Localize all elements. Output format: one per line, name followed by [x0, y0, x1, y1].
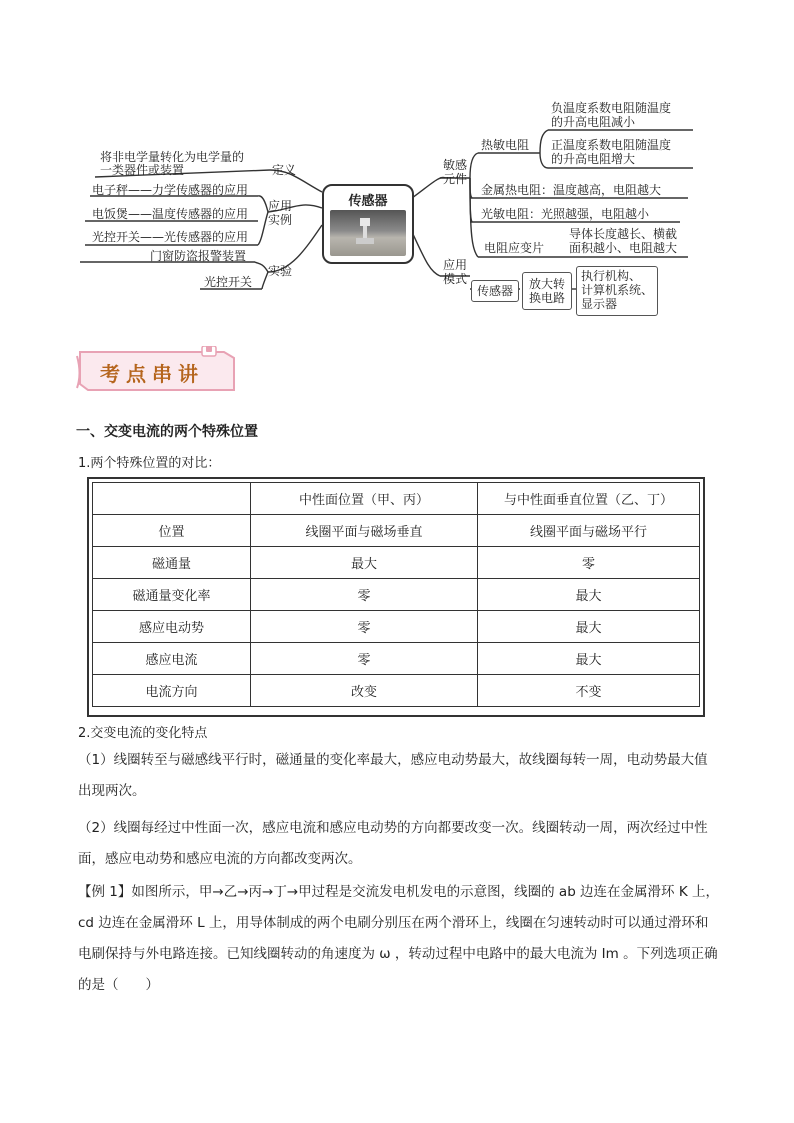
table-cell: 线圈平面与磁场垂直	[251, 515, 478, 547]
definition-text-1: 将非电学量转化为电学量的	[100, 150, 245, 164]
sensitive-label-2: 元件	[443, 172, 468, 186]
definition-label: 定义	[272, 163, 297, 177]
metal-resistor-text: 金属热电阻：温度越高，电阻越大	[481, 183, 662, 197]
moon-rover-image	[330, 210, 406, 256]
table-row	[93, 675, 700, 707]
paragraph-1	[78, 745, 728, 807]
table-cell: 磁通量变化率	[93, 579, 251, 611]
executor-text-1: 执行机构、	[581, 269, 642, 283]
mindmap-center-title: 传感器	[348, 194, 388, 209]
table-cell: 最大	[478, 579, 700, 611]
section-title: 一、交变电流的两个特殊位置	[76, 424, 258, 440]
strain-gauge-label: 电阻应变片	[484, 241, 545, 255]
table-cell: 感应电流	[93, 643, 251, 675]
banner-title: 考点串讲	[100, 362, 204, 386]
example-1-line-4: 的是（ ）	[78, 977, 159, 993]
paragraph-2-line-2: 面，感应电动势和感应电流的方向都改变两次。	[78, 851, 362, 867]
application-label-2: 实例	[268, 213, 293, 227]
paragraph-1-line-2: 出现两次。	[78, 783, 146, 799]
application-label-1: 应用	[268, 199, 293, 213]
table-header-cell	[93, 483, 251, 515]
mode-label-2: 模式	[443, 272, 468, 286]
ptc-text-1: 正温度系数电阻随温度	[551, 138, 672, 152]
strain-text-1: 导体长度越长、横截	[569, 227, 678, 241]
example-1-line-1: 【例 1】如图所示，甲→乙→丙→丁→甲过程是交流发电机发电的示意图，线圈的 ab 边连在金属滑环 K 上，	[78, 884, 719, 900]
executor-box	[576, 266, 658, 316]
table-cell: 位置	[93, 515, 251, 547]
comparison-table	[92, 482, 700, 707]
table-cell: 改变	[251, 675, 478, 707]
table-header-cell: 中性面位置（甲、丙）	[251, 483, 478, 515]
paragraph-2-line-1: （2）线圈每经过中性面一次，感应电流和感应电动势的方向都要改变一次。线圈转动一周，两次经过中性	[78, 820, 708, 836]
executor-text-2: 计算机系统、	[581, 283, 654, 297]
experiment-label: 实验	[268, 264, 293, 278]
comparison-table-frame	[87, 477, 705, 717]
table-cell: 感应电动势	[93, 611, 251, 643]
table-row	[93, 643, 700, 675]
definition-text-2: 一类器件或装置	[100, 163, 185, 177]
table-cell: 电流方向	[93, 675, 251, 707]
example-1-line-2: cd 边连在金属滑环 L 上，用导体制成的两个电刷分别压在两个滑环上，线圈在匀速转动时可以通过滑环和	[78, 915, 709, 931]
amplifier-text-1: 放大转	[528, 277, 565, 291]
executor-text-3: 显示器	[581, 297, 618, 311]
table-header-row	[93, 483, 700, 515]
amplifier-text-2: 换电路	[528, 291, 565, 305]
application-item-3: 光控开关——光传感器的应用	[92, 230, 249, 244]
mindmap-center-node	[322, 184, 414, 264]
paragraph-1-line-1: （1）线圈转至与磁感线平行时，磁通量的变化率最大，感应电动势最大，故线圈每转一周，电动势最大值	[78, 752, 708, 768]
table-cell: 零	[251, 611, 478, 643]
sensor-box: 传感器	[471, 280, 519, 302]
table-cell: 零	[478, 547, 700, 579]
experiment-item-2: 光控开关	[204, 275, 253, 289]
table-cell: 零	[251, 643, 478, 675]
table-cell: 不变	[478, 675, 700, 707]
table-row	[93, 515, 700, 547]
application-item-1: 电子秤——力学传感器的应用	[92, 183, 249, 197]
example-1	[78, 877, 728, 1001]
strain-text-2: 面积越小、电阻越大	[569, 241, 678, 255]
table-cell: 零	[251, 579, 478, 611]
ntc-text-2: 的升高电阻减小	[551, 115, 636, 129]
subsection-2-title: 2.交变电流的变化特点	[78, 726, 208, 741]
table-row	[93, 611, 700, 643]
application-item-2: 电饭煲——温度传感器的应用	[92, 207, 249, 221]
ptc-text-2: 的升高电阻增大	[551, 152, 636, 166]
paragraph-2	[78, 813, 728, 875]
table-row	[93, 579, 700, 611]
table-cell: 最大	[251, 547, 478, 579]
sensitive-label-1: 敏感	[443, 158, 468, 172]
ntc-text-1: 负温度系数电阻随温度	[551, 101, 672, 115]
example-1-line-3: 电刷保持与外电路连接。已知线圈转动的角速度为 ω ，转动过程中电路中的最大电流为 Im 。下列选项正确	[78, 946, 718, 962]
thermistor-label: 热敏电阻	[481, 138, 530, 152]
photoresistor-text: 光敏电阻：光照越强，电阻越小	[481, 207, 650, 221]
mode-label-1: 应用	[443, 258, 468, 272]
table-cell: 最大	[478, 643, 700, 675]
table-cell: 磁通量	[93, 547, 251, 579]
subsection-1-title: 1.两个特殊位置的对比：	[78, 456, 221, 471]
table-cell: 线圈平面与磁场平行	[478, 515, 700, 547]
table-row	[93, 547, 700, 579]
amplifier-box	[522, 272, 572, 310]
table-header-cell: 与中性面垂直位置（乙、丁）	[478, 483, 700, 515]
banner	[74, 346, 240, 396]
table-cell: 最大	[478, 611, 700, 643]
experiment-item-1: 门窗防盗报警装置	[150, 249, 247, 263]
